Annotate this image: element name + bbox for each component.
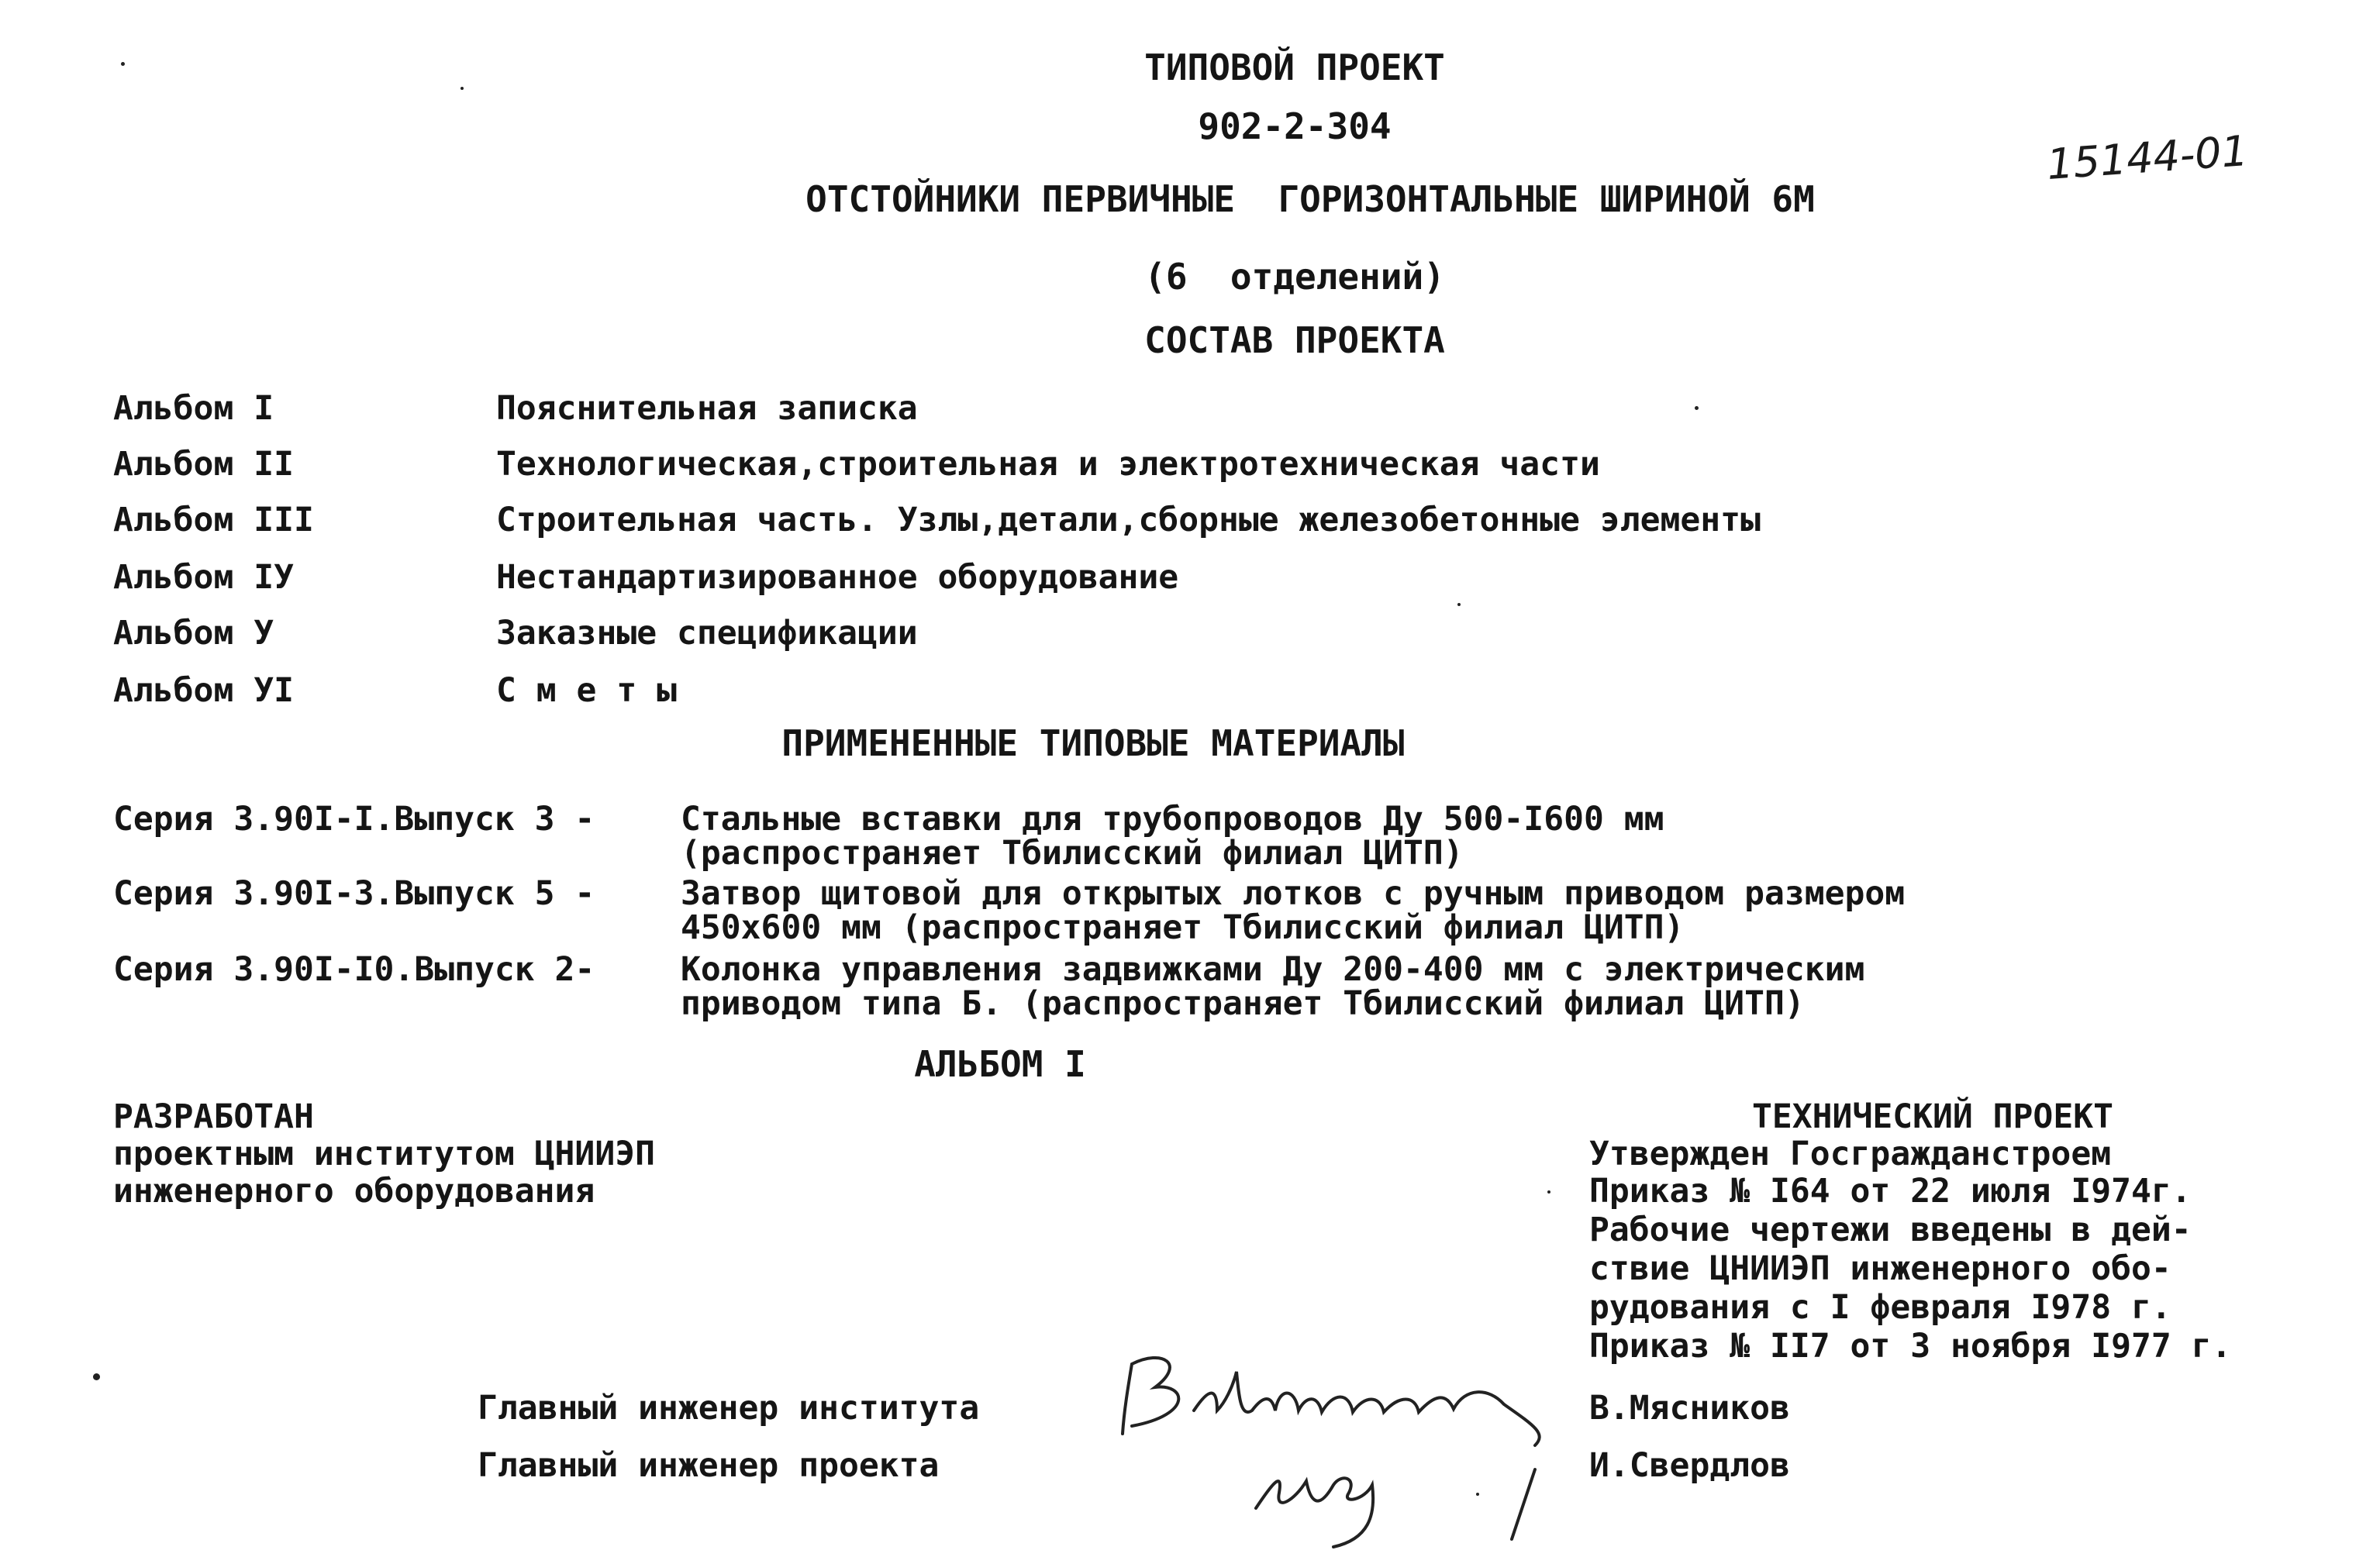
developer-line: инженерного оборудования <box>113 1172 595 1211</box>
handwritten-signature-chief-engineer-project <box>1240 1438 1566 1555</box>
approval-line: Рабочие чертежи введены в дей- <box>1589 1211 2192 1249</box>
handwritten-archive-number: 15144-01 <box>2045 126 2250 189</box>
approval-line: Утвержден Госгражданстроем <box>1589 1135 2112 1173</box>
scan-speck <box>93 1373 100 1380</box>
approval-line: Приказ № II7 от 3 ноября I977 г. <box>1589 1327 2232 1366</box>
approval-line: Приказ № I64 от 22 июля I974г. <box>1589 1172 2192 1211</box>
material-description-line: Затвор щитовой для открытых лотков с ручным приводом размером <box>681 874 1906 913</box>
album-label: Альбом II <box>113 445 294 484</box>
material-description-line: (распространяет Тбилисский филиал ЦИТП) <box>681 834 1464 873</box>
album-description: Пояснительная записка <box>496 389 918 428</box>
album-description: Заказные спецификации <box>496 614 918 653</box>
signature-role: Главный инженер института <box>478 1389 980 1428</box>
material-series: Серия 3.90I-I.Выпуск 3 - <box>113 800 595 839</box>
composition-heading: СОСТАВ ПРОЕКТА <box>1144 319 1445 361</box>
doc-number: 902-2-304 <box>1198 105 1392 147</box>
handwritten-signature-chief-engineer-institute <box>1101 1341 1566 1449</box>
signature-name: И.Свердлов <box>1589 1446 1790 1485</box>
material-description-line: приводом типа Б. (распространяет Тбилисский филиал ЦИТП) <box>681 984 1805 1023</box>
material-series: Серия 3.90I-I0.Выпуск 2- <box>113 950 595 989</box>
scan-speck <box>1695 406 1699 410</box>
album-label: Альбом У <box>113 614 274 653</box>
doc-type: ТИПОВОЙ ПРОЕКТ <box>1144 47 1445 88</box>
signature-role: Главный инженер проекта <box>478 1446 940 1485</box>
approval-line: ствие ЦНИИЭП инженерного обо- <box>1589 1249 2171 1288</box>
signature-name: В.Мясников <box>1589 1389 1790 1428</box>
album-description: Технологическая,строительная и электротехническая части <box>496 445 1600 484</box>
doc-subtitle: (6 отделений) <box>1144 256 1445 298</box>
material-description-line: Стальные вставки для трубопроводов Ду 500-I600 мм <box>681 800 1664 839</box>
material-description-line: 450х600 мм (распространяет Тбилисский филиал ЦИТП) <box>681 908 1685 947</box>
album-label: Альбом УI <box>113 671 294 710</box>
scan-speck <box>1476 1493 1479 1496</box>
album-label: Альбом IУ <box>113 558 294 597</box>
approval-line: рудования с I февраля I978 г. <box>1589 1288 2171 1327</box>
material-description-line: Колонка управления задвижками Ду 200-400 мм с электрическим <box>681 950 1865 989</box>
developer-line: проектным институтом ЦНИИЭП <box>113 1135 655 1173</box>
scan-speck <box>121 62 125 66</box>
album-label: Альбом I <box>113 389 274 428</box>
album-description: С м е т ы <box>496 671 677 710</box>
album-number-label: АЛЬБОМ I <box>914 1043 1086 1085</box>
scan-speck <box>460 87 464 90</box>
approval-heading: ТЕХНИЧЕСКИЙ ПРОЕКТ <box>1752 1097 2113 1136</box>
developer-heading: РАЗРАБОТАН <box>113 1097 314 1136</box>
materials-heading: ПРИМЕНЕННЫЕ ТИПОВЫЕ МАТЕРИАЛЫ <box>781 722 1405 764</box>
album-label: Альбом III <box>113 501 314 539</box>
scan-speck <box>1547 1190 1550 1194</box>
scan-speck <box>1457 603 1461 606</box>
album-description: Нестандартизированное оборудование <box>496 558 1179 597</box>
album-description: Строительная часть. Узлы,детали,сборные железобетонные элементы <box>496 501 1761 539</box>
doc-title: ОТСТОЙНИКИ ПЕРВИЧНЫЕ ГОРИЗОНТАЛЬНЫЕ ШИРИНОЙ 6М <box>805 178 1815 220</box>
material-series: Серия 3.90I-3.Выпуск 5 - <box>113 874 595 913</box>
